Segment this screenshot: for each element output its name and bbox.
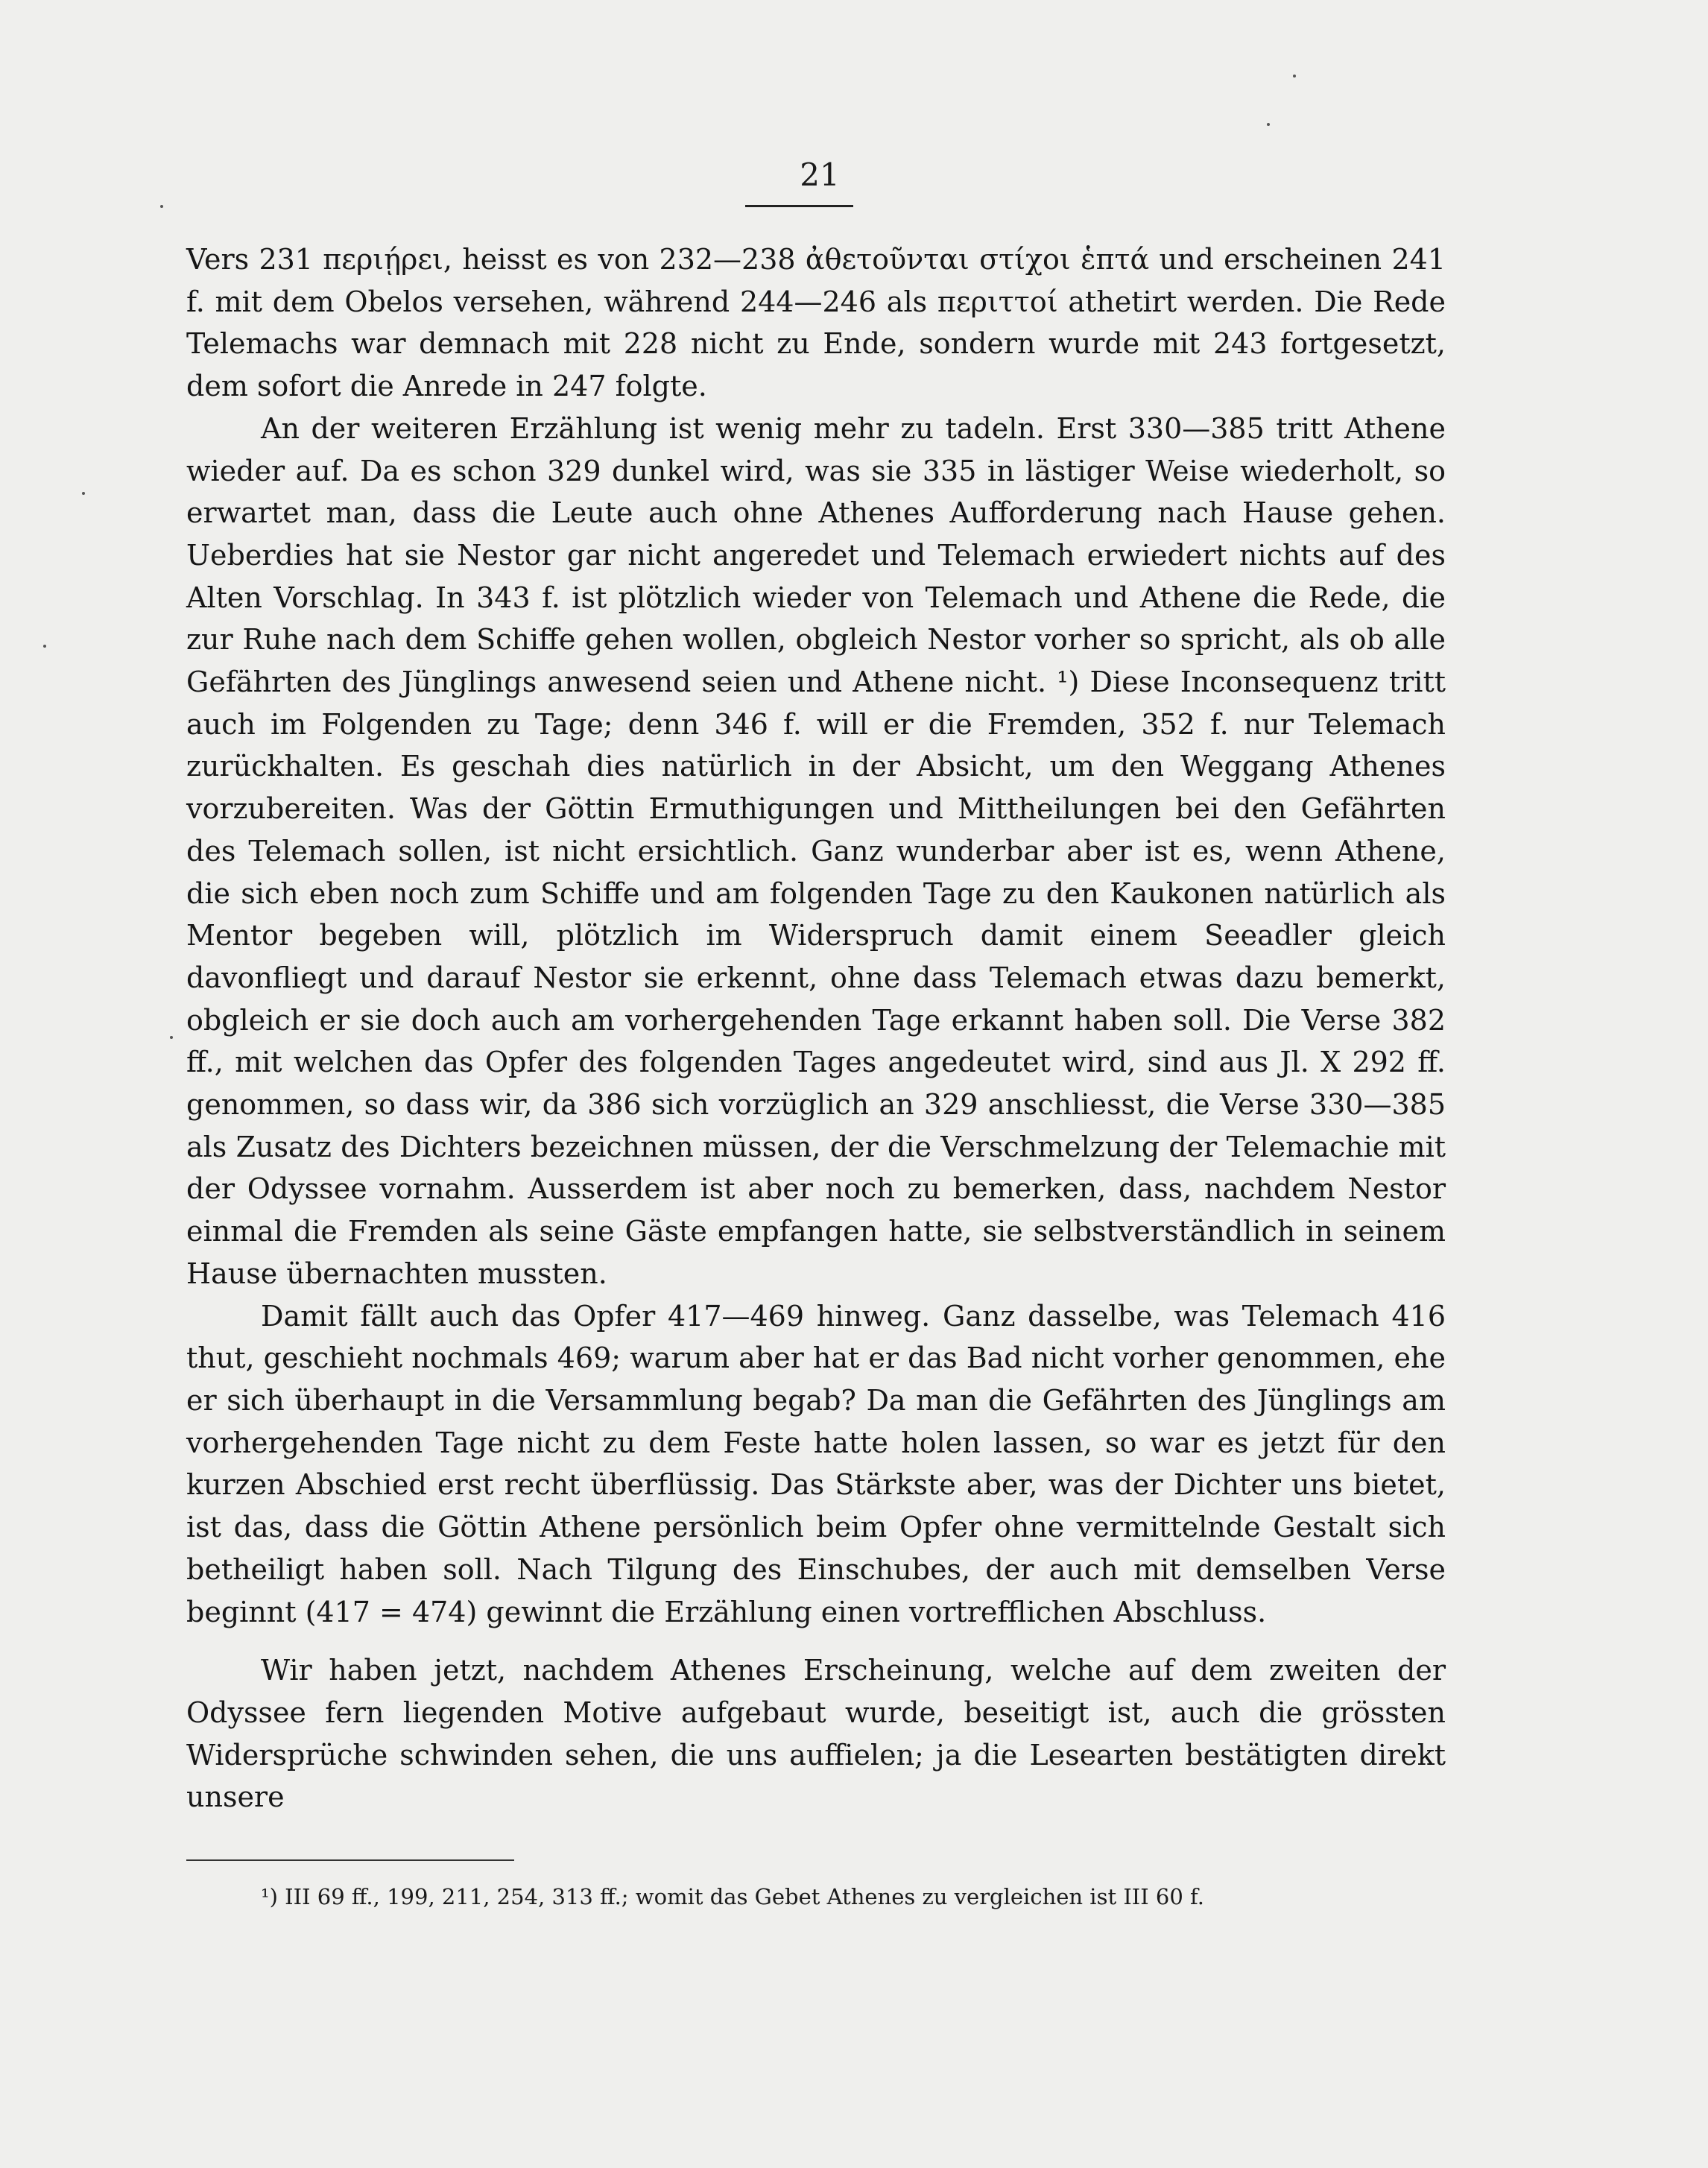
paragraph-3: Damit fällt auch das Opfer 417—469 hinweg. Ganz dasselbe, was Telemach 416 thut, geschieht nochmals 469; warum aber hat er das Bad nicht vorher genommen, ehe er sich überhaupt in die Versammlung begab? Da man die Gefährten des Jünglings am vorhergehenden Tage nicht zu dem Feste hatte holen lassen, so war es jetzt für den kurzen Abschied erst recht überflüssig. Das Stärkste aber, was der Dichter uns bietet, ist das, dass die Göttin Athene persönlich beim Opfer ohne vermittelnde Gestalt sich betheiligt haben soll. Nach Tilgung des Einschubes, der auch mit demselben Verse beginnt (417 = 474) gewinnt die Erzählung einen vortrefflichen Abschluss.	[186, 1299, 1446, 1628]
paragraph-1: Vers 231 περιῄρει, heisst es von 232—238 ἀθετοῦνται στίχοι ἑπτά und erscheinen 241 f. mit dem Obelos versehen, während 244—246 als περιττοί athetirt werden. Die Rede Telemachs war demnach mit 228 nicht zu Ende, sondern wurde mit 243 fortgesetzt, dem sofort die Anrede in 247 folgte.	[186, 243, 1446, 403]
footnote: ¹) III 69 ff., 199, 211, 254, 313 ff.; womit das Gebet Athenes zu vergleichen ist III 60 f.	[261, 1884, 1204, 1909]
paper-speck	[1293, 75, 1296, 78]
paper-speck	[160, 205, 163, 208]
paper-speck	[43, 645, 46, 648]
paper-speck	[82, 492, 85, 495]
paragraph-2: An der weiteren Erzählung ist wenig mehr zu tadeln. Erst 330—385 tritt Athene wieder auf. Da es schon 329 dunkel wird, was sie 335 in lästiger Weise wiederholt, so erwartet man, dass die Leute auch ohne Athenes Aufforderung nach Hause gehen. Ueberdies hat sie Nestor gar nicht angeredet und Telemach erwiedert nichts auf des Alten Vorschlag. In 343 f. ist plötzlich wieder von Telemach und Athene die Rede, die zur Ruhe nach dem Schiffe gehen wollen, obgleich Nestor vorher so spricht, als ob alle Gefährten des Jünglings anwesend seien und Athene nicht. ¹) Diese Inconsequenz tritt auch im Folgenden zu Tage; denn 346 f. will er die Fremden, 352 f. nur Telemach zurückhalten. Es geschah dies natürlich in der Absicht, um den Weggang Athenes vorzubereiten. Was der Göttin Ermuthigungen und Mittheilungen bei den Gefährten des Telemach sollen, ist nicht ersichtlich. Ganz wunderbar aber ist es, wenn Athene, die sich eben noch zum Schiffe und am folgenden Tage zu den Kaukonen natürlich als Mentor begeben will, plötzlich im Widerspruch damit einem Seeadler gleich davonfliegt und darauf Nestor sie erkennt, ohne dass Telemach etwas dazu bemerkt, obgleich er sie doch auch am vorhergehenden Tage erkannt haben soll. Die Verse 382 ff., mit welchen das Opfer des folgenden Tages angedeutet wird, sind aus Jl. X 292 ff. genommen, so dass wir, da 386 sich vorzüglich an 329 anschliesst, die Verse 330—385 als Zusatz des Dichters bezeichnen müssen, der die Verschmelzung der Telemachie mit der Odyssee vornahm. Ausserdem ist aber noch zu bemerken, dass, nachdem Nestor einmal die Fremden als seine Gäste empfangen hatte, sie selbstverständlich in seinem Hause übernachten mussten.	[186, 411, 1446, 1290]
footnote-rule	[186, 1859, 514, 1861]
page-number-rule	[745, 205, 853, 207]
page-number: 21	[800, 157, 840, 193]
paragraph-4: Wir haben jetzt, nachdem Athenes Erscheinung, welche auf dem zweiten der Odyssee fern liegenden Motive aufgebaut wurde, beseitigt ist, auch die grössten Widersprüche schwinden sehen, die uns auffielen; ja die Lesearten bestätigten direkt unsere	[186, 1654, 1446, 1814]
paper-speck	[1267, 123, 1270, 126]
paper-speck	[170, 1036, 173, 1039]
body-text	[186, 238, 1446, 1818]
